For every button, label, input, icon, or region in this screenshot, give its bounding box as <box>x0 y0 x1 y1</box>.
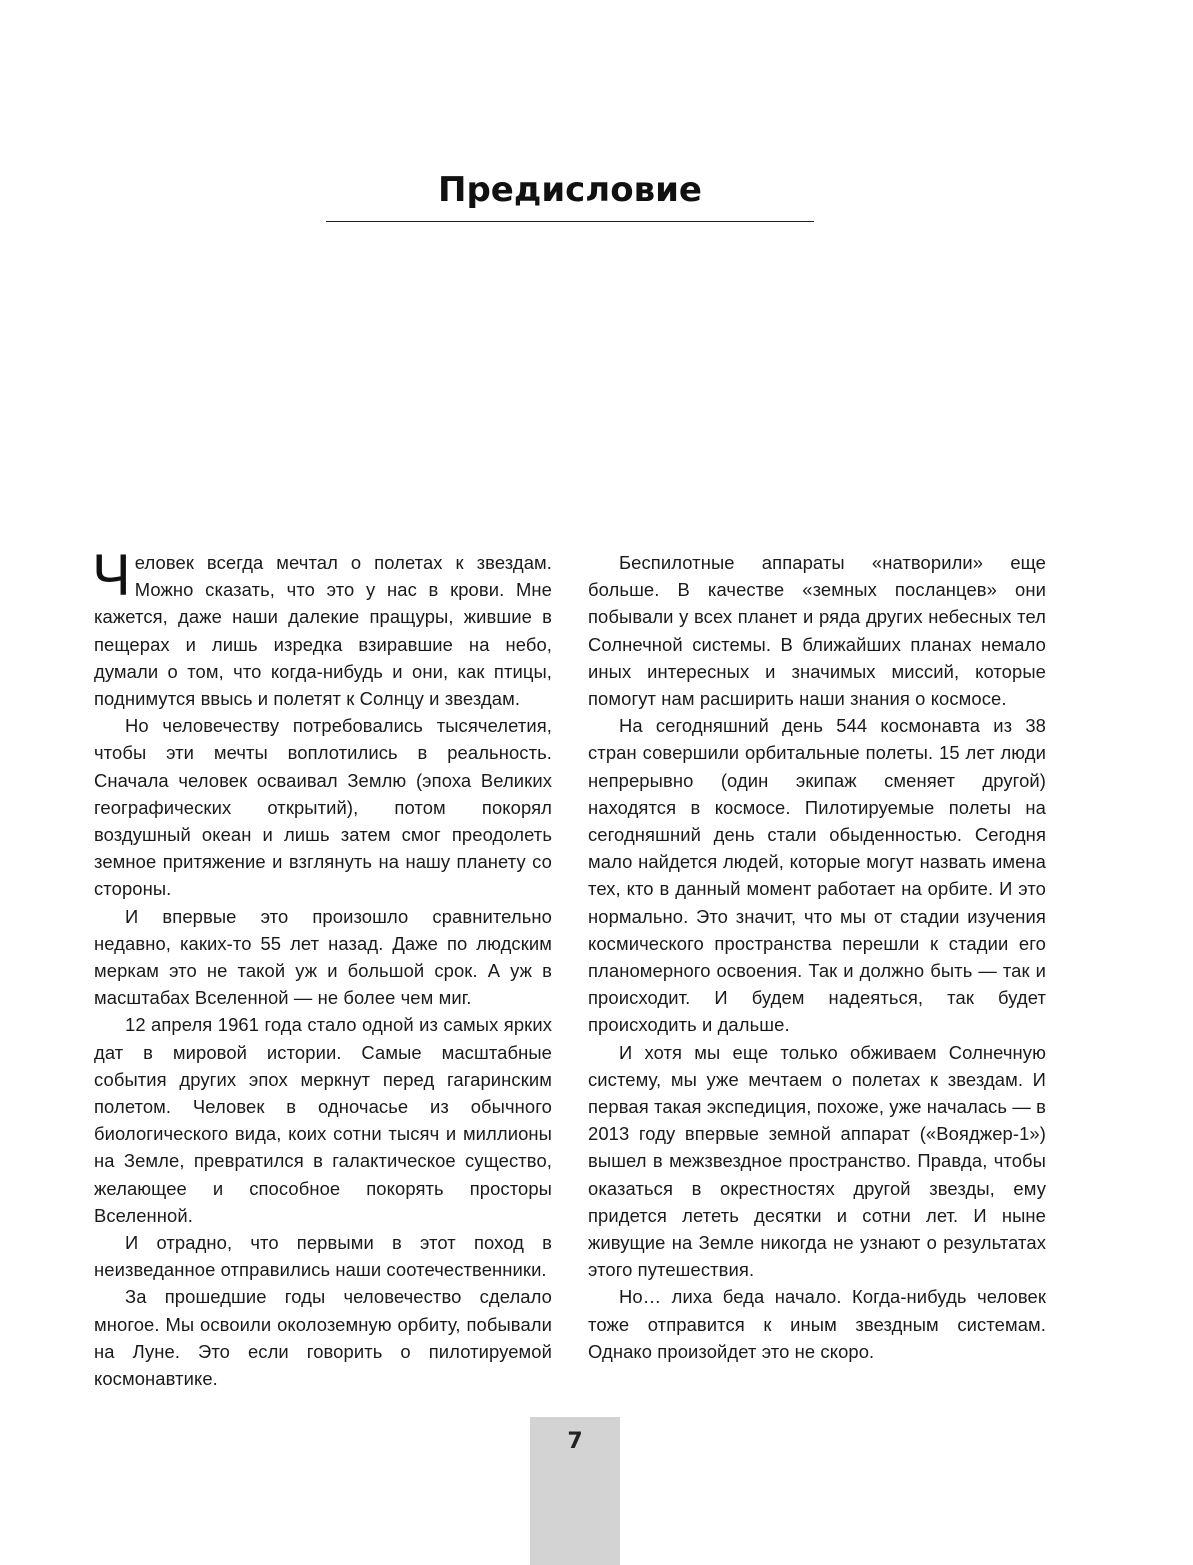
drop-cap: Ч <box>92 543 131 608</box>
paragraph: Но человечеству потребовались тысячелетия, чтобы эти мечты воплотились в реальность. Сначала человек осваивал Землю (эпоха Великих географических открытий), потом покорял воздушный океан и лишь затем смог преодолеть земное притяжение и взглянуть на нашу планету со стороны. <box>94 715 552 900</box>
title-block <box>326 168 814 222</box>
paragraph: И хотя мы еще только обживаем Солнечную систему, мы уже мечтаем о полетах к звездам. И первая такая экспедиция, похоже, уже началась — в 2013 году впервые земной аппарат («Вояджер-1») вышел в межзвездное пространство. Правда, чтобы оказаться в окрестностях другой звезды, ему придется лететь десятки и сотни лет. И ныне живущие на Земле никогда не узнают о результатах этого путешествия. <box>588 1041 1046 1281</box>
paragraph-text: еловек всегда мечтал о полетах к звездам. Можно сказать, что это у нас в крови. Мне кажется, даже наши далекие пращуры, жившие в пещерах и лишь изредка взиравшие на небо, думали о том, что когда-нибудь и они, как птицы, поднимутся ввысь и полетят к Солнцу и звездам. <box>94 552 552 710</box>
paragraph: 12 апреля 1961 года стало одной из самых ярких дат в мировой истории. Самые масштабные события других эпох меркнут перед гагаринским полетом. Человек в одночасье из обычного биологического вида, коих сотни тысяч и миллионы на Земле, превратился в галактическое существо, желающее и способное покорять просторы Вселенной. <box>94 1014 552 1226</box>
paragraph: За прошедшие годы человечество сделало многое. Мы освоили околоземную орбиту, побывали на Луне. Это если говорить о пилотируемой космонавтике. <box>94 1286 552 1390</box>
right-column <box>588 549 1046 1365</box>
left-column <box>92 543 552 1392</box>
paragraph: На сегодняшний день 544 космонавта из 38 стран совершили орбитальные полеты. 15 лет люди непрерывно (один экипаж сменяет другой) находятся в космосе. Пилотируемые полеты на сегодняшний день стали обыденностью. Сегодня мало найдется людей, которые могут назвать имена тех, кто в данный момент работает на орбите. И это нормально. Это значит, что мы от стадии изучения космического пространства перешли к стадии его планомерного освоения. Так и должно быть — так и происходит. И будем надеяться, так будет происходить и дальше. <box>588 715 1046 1036</box>
paragraph: Но… лиха беда начало. Когда-нибудь человек тоже отправится к иным звездным системам. Однако произойдет это не скоро. <box>588 1286 1046 1362</box>
paragraph: И отрадно, что первыми в этот поход в неизведанное отправились наши соотечественники. <box>94 1232 552 1281</box>
paragraph <box>92 543 552 712</box>
title-underline <box>326 221 814 222</box>
paragraph: И впервые это произошло сравнительно недавно, каких-то 55 лет назад. Даже по людским меркам это не такой уж и большой срок. А уж в масштабах Вселенной — не более чем миг. <box>94 905 552 1009</box>
page-number: 7 <box>567 1429 583 1454</box>
page-title: Предисловие <box>438 170 702 210</box>
page-number-tab <box>530 1417 620 1565</box>
paragraph: Беспилотные аппараты «натворили» еще больше. В качестве «земных посланцев» они побывали у всех планет и ряда других небесных тел Солнечной системы. В ближайших планах немало иных интересных и значимых миссий, которые помогут нам расширить наши знания о космосе. <box>588 552 1046 710</box>
